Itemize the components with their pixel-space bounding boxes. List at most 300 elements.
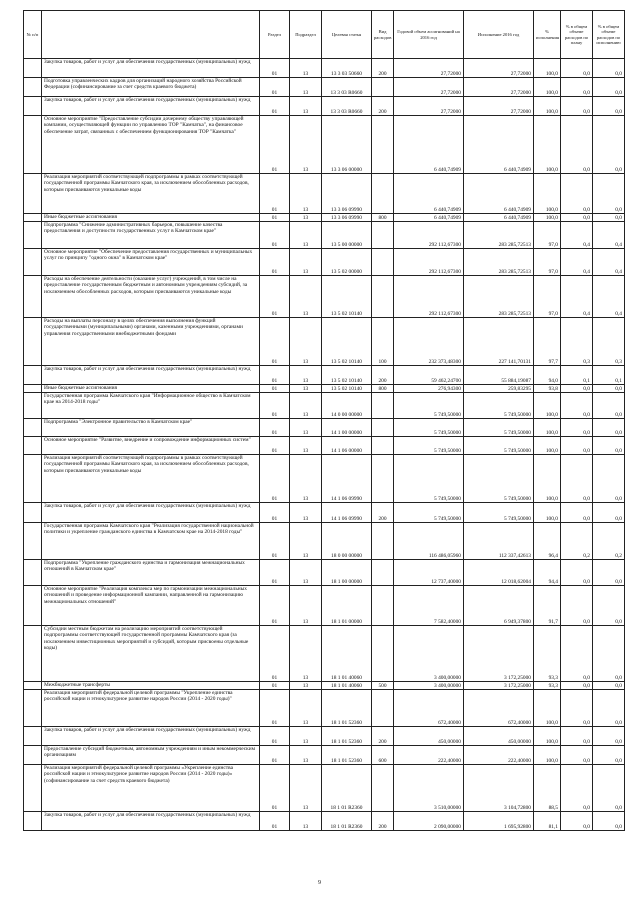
cell-pct: 88,5 xyxy=(534,765,561,812)
cell-vid xyxy=(372,419,394,437)
cell-vid: 800 xyxy=(372,385,394,393)
cell-share-plan: 0,0 xyxy=(561,626,593,682)
cell-num xyxy=(24,276,42,318)
cell-share-fact: 0,0 xyxy=(593,437,625,455)
cell-share-fact: 0,4 xyxy=(593,249,625,276)
cell-name: Закупка товаров, работ и услуг для обеспечения государственных (муниципальных) нужд xyxy=(42,59,260,78)
cell-share-fact: 0,4 xyxy=(593,276,625,318)
header-podrazdel: Подраздел xyxy=(290,11,322,59)
cell-vid: 100 xyxy=(372,318,394,366)
cell-num xyxy=(24,437,42,455)
table-body xyxy=(24,59,625,831)
cell-plan: 6 440,74909 xyxy=(394,214,464,222)
cell-share-fact: 0,0 xyxy=(593,455,625,503)
cell-vid xyxy=(372,455,394,503)
cell-podrazdel: 13 xyxy=(290,455,322,503)
cell-podrazdel: 13 xyxy=(290,586,322,626)
cell-vid: 600 xyxy=(372,746,394,765)
cell-fact: 55 884,19087 xyxy=(464,366,534,385)
cell-pct: 93,3 xyxy=(534,682,561,690)
cell-plan: 116 486,05960 xyxy=(394,523,464,560)
cell-razdel: 01 xyxy=(260,78,290,97)
cell-num xyxy=(24,682,42,690)
cell-podrazdel: 13 xyxy=(290,59,322,78)
cell-plan: 6 440,74909 xyxy=(394,174,464,214)
cell-name: Реализация мероприятий федеральной целевой программы «Укрепление единства российской нации и этнокультурное развитие народов России (2014 - 2020 годы)» (софинансирование за счет средств краевого бюджета) xyxy=(42,765,260,812)
cell-podrazdel: 13 xyxy=(290,214,322,222)
cell-pct: 100,0 xyxy=(534,174,561,214)
cell-vid: 200 xyxy=(372,812,394,831)
header-vid: Вид расходов xyxy=(372,11,394,59)
cell-share-fact: 0,1 xyxy=(593,366,625,385)
cell-plan: 59 462,24700 xyxy=(394,366,464,385)
cell-vid: 200 xyxy=(372,727,394,746)
cell-name: Расходы на выплаты персоналу в целях обеспечения выполнения функций государственными (муниципальными) органами, казенными учреждениями, органами управления государственными внебюджетными фондами xyxy=(42,318,260,366)
table-row xyxy=(24,318,625,366)
cell-podrazdel: 13 xyxy=(290,419,322,437)
cell-fact: 27,72000 xyxy=(464,97,534,116)
cell-vid: 200 xyxy=(372,97,394,116)
table-header-row xyxy=(24,11,625,59)
cell-share-plan: 0,0 xyxy=(561,385,593,393)
cell-podrazdel: 13 xyxy=(290,366,322,385)
cell-name: Предоставление субсидий бюджетным, автономным учреждениям и иным некоммерческим организациям xyxy=(42,746,260,765)
cell-name: Реализация мероприятий соответствующей подпрограммы в рамках соответствующей государственной программы Камчатского края, за исключением обособленных расходов, которым присваиваются уникальные коды xyxy=(42,455,260,503)
cell-razdel: 01 xyxy=(260,97,290,116)
cell-num xyxy=(24,455,42,503)
cell-vid xyxy=(372,765,394,812)
cell-name: Государственная программа Камчатского края "Реализация государственной национальной политики и укрепление гражданского единства в Камчатском крае на 2014-2018 годы" xyxy=(42,523,260,560)
cell-share-plan: 0,0 xyxy=(561,214,593,222)
cell-razdel: 01 xyxy=(260,116,290,174)
cell-plan: 5 749,50000 xyxy=(394,455,464,503)
cell-name: Реализация мероприятий соответствующей подпрограммы в рамках соответствующей государственной программы Камчатского края, за исключением обособленных расходов, которым присваиваются уникальные коды xyxy=(42,174,260,214)
table-row xyxy=(24,682,625,690)
cell-podrazdel: 13 xyxy=(290,812,322,831)
cell-fact: 3 172,25000 xyxy=(464,626,534,682)
cell-fact: 259,83295 xyxy=(464,385,534,393)
cell-podrazdel: 13 xyxy=(290,560,322,586)
cell-name: Государственная программа Камчатского края "Информационное общество в Камчатском крае на 2014-2018 годы" xyxy=(42,393,260,419)
cell-num xyxy=(24,393,42,419)
cell-plan: 3 400,00000 xyxy=(394,682,464,690)
cell-plan: 2 090,00000 xyxy=(394,812,464,831)
cell-plan: 276,94300 xyxy=(394,385,464,393)
cell-podrazdel: 13 xyxy=(290,318,322,366)
header-share-fact: % в общем объеме расходов по исполнению xyxy=(593,11,625,59)
cell-pct: 94,4 xyxy=(534,560,561,586)
cell-article: 13 3 03 R0660 xyxy=(322,97,372,116)
cell-razdel: 01 xyxy=(260,746,290,765)
cell-razdel: 01 xyxy=(260,690,290,727)
cell-share-fact: 0,0 xyxy=(593,560,625,586)
cell-fact: 1 695,92800 xyxy=(464,812,534,831)
cell-razdel: 01 xyxy=(260,59,290,78)
table-row xyxy=(24,222,625,249)
cell-razdel: 01 xyxy=(260,523,290,560)
cell-share-plan: 0,2 xyxy=(561,523,593,560)
header-fact: Исполнение 2016 год xyxy=(464,11,534,59)
cell-razdel: 01 xyxy=(260,222,290,249)
cell-vid xyxy=(372,560,394,586)
header-num: № п/п xyxy=(24,11,42,59)
cell-share-plan: 0,3 xyxy=(561,318,593,366)
cell-name: Закупка товаров, работ и услуг для обеспечения государственных (муниципальных) нужд xyxy=(42,727,260,746)
cell-vid: 200 xyxy=(372,366,394,385)
cell-name: Подпрограмма "Укрепление гражданского единства и гармонизация межнациональных отношений в Камчатском крае" xyxy=(42,560,260,586)
cell-razdel: 01 xyxy=(260,682,290,690)
cell-name: Основное мероприятие "Обеспечение предоставления государственных и муниципальных услуг по принципу "одного окна" в Камчатском крае" xyxy=(42,249,260,276)
table-row xyxy=(24,812,625,831)
table-row xyxy=(24,249,625,276)
cell-name: Закупка товаров, работ и услуг для обеспечения государственных (муниципальных) нужд xyxy=(42,366,260,385)
cell-vid xyxy=(372,222,394,249)
cell-pct: 100,0 xyxy=(534,59,561,78)
cell-podrazdel: 13 xyxy=(290,690,322,727)
cell-razdel: 01 xyxy=(260,455,290,503)
cell-share-plan: 0,0 xyxy=(561,746,593,765)
header-name xyxy=(42,11,260,59)
cell-podrazdel: 13 xyxy=(290,765,322,812)
cell-share-fact: 0,0 xyxy=(593,586,625,626)
cell-article: 18 1 01 40060 xyxy=(322,682,372,690)
cell-plan: 232 373,48300 xyxy=(394,318,464,366)
cell-plan: 3 510,00000 xyxy=(394,765,464,812)
cell-article: 18 1 01 R2360 xyxy=(322,812,372,831)
cell-share-fact: 0,0 xyxy=(593,78,625,97)
cell-plan: 3 400,00000 xyxy=(394,626,464,682)
cell-share-plan: 0,0 xyxy=(561,765,593,812)
cell-article: 13 3 03 50660 xyxy=(322,59,372,78)
cell-podrazdel: 13 xyxy=(290,276,322,318)
cell-num xyxy=(24,560,42,586)
cell-pct: 100,0 xyxy=(534,116,561,174)
cell-fact: 112 337,42613 xyxy=(464,523,534,560)
cell-name: Межбюджетные трансферты xyxy=(42,682,260,690)
cell-plan: 672,40000 xyxy=(394,690,464,727)
cell-share-plan: 0,0 xyxy=(561,812,593,831)
table-row xyxy=(24,366,625,385)
cell-vid: 800 xyxy=(372,214,394,222)
cell-podrazdel: 13 xyxy=(290,727,322,746)
cell-num xyxy=(24,59,42,78)
cell-vid xyxy=(372,393,394,419)
cell-vid: 200 xyxy=(372,503,394,523)
cell-pct: 93,3 xyxy=(534,626,561,682)
cell-fact: 6 949,37800 xyxy=(464,586,534,626)
cell-plan: 7 582,40000 xyxy=(394,586,464,626)
cell-fact: 5 749,50000 xyxy=(464,419,534,437)
table-row xyxy=(24,503,625,523)
header-razdel: Раздел xyxy=(260,11,290,59)
cell-pct: 100,0 xyxy=(534,214,561,222)
cell-vid xyxy=(372,78,394,97)
cell-vid xyxy=(372,276,394,318)
cell-name: Основное мероприятие "Предоставление субсидии дочернему обществу управляющей компании, осуществляющей функции по управлению ТОР "Камчатка", на финансовое обеспечение затрат, связанных с обеспечением функционирования ТОР "Камчатка" xyxy=(42,116,260,174)
cell-razdel: 01 xyxy=(260,765,290,812)
table-row xyxy=(24,455,625,503)
header-article: Целевая статья xyxy=(322,11,372,59)
cell-num xyxy=(24,174,42,214)
cell-article: 14 1 06 00000 xyxy=(322,437,372,455)
cell-podrazdel: 13 xyxy=(290,116,322,174)
cell-num xyxy=(24,503,42,523)
cell-podrazdel: 13 xyxy=(290,523,322,560)
cell-name: Подготовка управленческих кадров для организаций народного хозяйства Российской Федерации (софинансирование за счет средств краевого бюджета) xyxy=(42,78,260,97)
cell-share-fact: 0,0 xyxy=(593,812,625,831)
cell-razdel: 01 xyxy=(260,214,290,222)
cell-plan: 450,00000 xyxy=(394,727,464,746)
cell-podrazdel: 13 xyxy=(290,746,322,765)
cell-fact: 3 172,25000 xyxy=(464,682,534,690)
cell-name: Иные бюджетные ассигнования xyxy=(42,214,260,222)
cell-share-plan: 0,0 xyxy=(561,393,593,419)
cell-vid xyxy=(372,523,394,560)
cell-podrazdel: 13 xyxy=(290,503,322,523)
table-row xyxy=(24,690,625,727)
cell-share-fact: 0,0 xyxy=(593,727,625,746)
cell-pct: 81,1 xyxy=(534,812,561,831)
cell-share-plan: 0,0 xyxy=(561,174,593,214)
cell-vid xyxy=(372,116,394,174)
cell-fact: 5 749,50000 xyxy=(464,437,534,455)
cell-fact: 12 018,62004 xyxy=(464,560,534,586)
cell-razdel: 01 xyxy=(260,560,290,586)
cell-share-fact: 0,0 xyxy=(593,393,625,419)
cell-pct: 100,0 xyxy=(534,455,561,503)
table-row xyxy=(24,523,625,560)
cell-name: Основное мероприятие "Развитие, внедрение и сопровождение информационных систем" xyxy=(42,437,260,455)
cell-fact: 283 285,72513 xyxy=(464,249,534,276)
cell-share-plan: 0,0 xyxy=(561,503,593,523)
cell-plan: 27,72000 xyxy=(394,78,464,97)
cell-fact: 6 440,74909 xyxy=(464,174,534,214)
cell-share-plan: 0,0 xyxy=(561,116,593,174)
cell-share-plan: 0,0 xyxy=(561,419,593,437)
cell-razdel: 01 xyxy=(260,812,290,831)
budget-table-sheet xyxy=(23,10,624,831)
table-row xyxy=(24,97,625,116)
cell-razdel: 01 xyxy=(260,366,290,385)
cell-article: 13 5 02 10140 xyxy=(322,276,372,318)
cell-fact: 450,00000 xyxy=(464,727,534,746)
header-pct: % исполнения xyxy=(534,11,561,59)
cell-article: 18 1 01 52360 xyxy=(322,727,372,746)
cell-fact: 283 285,72513 xyxy=(464,276,534,318)
cell-razdel: 01 xyxy=(260,727,290,746)
cell-podrazdel: 13 xyxy=(290,437,322,455)
cell-share-fact: 0,0 xyxy=(593,746,625,765)
cell-fact: 5 749,50000 xyxy=(464,503,534,523)
cell-fact: 27,72000 xyxy=(464,78,534,97)
cell-razdel: 01 xyxy=(260,393,290,419)
cell-name: Расходы на обеспечение деятельности (оказание услуг) учреждений, в том числе на предоставление государственным бюджетным и автономным учреждениям субсидий, за исключением обособленных расходов, которым присваиваются уникальные коды xyxy=(42,276,260,318)
cell-share-plan: 0,0 xyxy=(561,727,593,746)
cell-plan: 6 440,74909 xyxy=(394,116,464,174)
cell-plan: 5 749,50000 xyxy=(394,393,464,419)
cell-article: 18 0 00 00000 xyxy=(322,523,372,560)
cell-share-fact: 0,0 xyxy=(593,214,625,222)
cell-name: Подпрограмма "Электронное правительство в Камчатском крае" xyxy=(42,419,260,437)
cell-pct: 100,0 xyxy=(534,746,561,765)
cell-razdel: 01 xyxy=(260,174,290,214)
cell-podrazdel: 13 xyxy=(290,97,322,116)
cell-num xyxy=(24,366,42,385)
cell-pct: 97,0 xyxy=(534,222,561,249)
cell-article: 13 5 02 10140 xyxy=(322,366,372,385)
cell-share-fact: 0,0 xyxy=(593,690,625,727)
cell-fact: 5 749,50000 xyxy=(464,393,534,419)
cell-fact: 222,40000 xyxy=(464,746,534,765)
cell-num xyxy=(24,746,42,765)
cell-share-fact: 0,0 xyxy=(593,174,625,214)
cell-razdel: 01 xyxy=(260,586,290,626)
cell-num xyxy=(24,419,42,437)
table-row xyxy=(24,393,625,419)
table-row xyxy=(24,437,625,455)
cell-num xyxy=(24,116,42,174)
cell-article: 13 3 03 R0660 xyxy=(322,78,372,97)
cell-plan: 292 112,67300 xyxy=(394,222,464,249)
table-row xyxy=(24,727,625,746)
cell-share-plan: 0,0 xyxy=(561,455,593,503)
cell-podrazdel: 13 xyxy=(290,222,322,249)
cell-pct: 100,0 xyxy=(534,690,561,727)
cell-article: 18 1 01 R2360 xyxy=(322,765,372,812)
cell-article: 14 0 00 00000 xyxy=(322,393,372,419)
cell-plan: 222,40000 xyxy=(394,746,464,765)
table-row xyxy=(24,746,625,765)
cell-fact: 283 285,72513 xyxy=(464,222,534,249)
table-row xyxy=(24,174,625,214)
cell-podrazdel: 13 xyxy=(290,174,322,214)
table-row xyxy=(24,560,625,586)
cell-share-fact: 0,0 xyxy=(593,97,625,116)
cell-pct: 100,0 xyxy=(534,97,561,116)
cell-article: 13 5 02 10140 xyxy=(322,318,372,366)
cell-podrazdel: 13 xyxy=(290,682,322,690)
cell-vid: 200 xyxy=(372,59,394,78)
cell-share-fact: 0,0 xyxy=(593,116,625,174)
table-row xyxy=(24,626,625,682)
cell-num xyxy=(24,690,42,727)
cell-num xyxy=(24,586,42,626)
cell-share-plan: 0,0 xyxy=(561,59,593,78)
cell-razdel: 01 xyxy=(260,385,290,393)
cell-name: Реализация мероприятий федеральной целевой программы "Укрепление единства российской нации и этнокультурное развитие народов России (2014 - 2020 годы)" xyxy=(42,690,260,727)
cell-num xyxy=(24,812,42,831)
cell-article: 13 5 02 00000 xyxy=(322,249,372,276)
cell-article: 13 3 06 09990 xyxy=(322,214,372,222)
cell-num xyxy=(24,385,42,393)
table-row xyxy=(24,116,625,174)
cell-share-plan: 0,0 xyxy=(561,560,593,586)
cell-article: 18 1 01 52360 xyxy=(322,690,372,727)
cell-share-fact: 0,0 xyxy=(593,765,625,812)
header-share-plan: % в общем объеме расходов по плану xyxy=(561,11,593,59)
cell-share-plan: 0,0 xyxy=(561,690,593,727)
cell-num xyxy=(24,318,42,366)
cell-pct: 100,0 xyxy=(534,78,561,97)
cell-plan: 5 749,50000 xyxy=(394,437,464,455)
cell-name: Подпрограмма "Снижение административных барьеров, повышение качества предоставления и доступности государственных услуг в Камчатском крае" xyxy=(42,222,260,249)
cell-plan: 5 749,50000 xyxy=(394,503,464,523)
cell-razdel: 01 xyxy=(260,276,290,318)
cell-num xyxy=(24,727,42,746)
cell-razdel: 01 xyxy=(260,249,290,276)
cell-name: Основное мероприятие "Реализация комплекса мер по гармонизации межнациональных отношений и проведение информационной кампании, направленной на гармонизацию межнациональных отношений" xyxy=(42,586,260,626)
cell-article: 13 5 00 00000 xyxy=(322,222,372,249)
cell-podrazdel: 13 xyxy=(290,393,322,419)
cell-article: 14 1 06 09990 xyxy=(322,503,372,523)
cell-vid xyxy=(372,626,394,682)
cell-share-fact: 0,0 xyxy=(593,385,625,393)
cell-name: Закупка товаров, работ и услуг для обеспечения государственных (муниципальных) нужд xyxy=(42,503,260,523)
cell-podrazdel: 13 xyxy=(290,385,322,393)
cell-pct: 97,0 xyxy=(534,276,561,318)
cell-num xyxy=(24,523,42,560)
table-row xyxy=(24,214,625,222)
cell-article: 14 1 00 00000 xyxy=(322,419,372,437)
cell-vid: 500 xyxy=(372,682,394,690)
cell-share-plan: 0,0 xyxy=(561,682,593,690)
cell-pct: 96,4 xyxy=(534,523,561,560)
cell-share-plan: 0,4 xyxy=(561,249,593,276)
cell-fact: 6 440,74909 xyxy=(464,116,534,174)
cell-article: 13 3 06 09990 xyxy=(322,174,372,214)
cell-fact: 27,72000 xyxy=(464,59,534,78)
cell-pct: 100,0 xyxy=(534,419,561,437)
cell-share-fact: 0,0 xyxy=(593,503,625,523)
cell-plan: 27,72000 xyxy=(394,59,464,78)
cell-article: 14 1 06 09990 xyxy=(322,455,372,503)
cell-vid xyxy=(372,249,394,276)
cell-pct: 100,0 xyxy=(534,727,561,746)
table-row xyxy=(24,586,625,626)
cell-share-fact: 0,4 xyxy=(593,222,625,249)
cell-article: 18 1 01 52360 xyxy=(322,746,372,765)
cell-num xyxy=(24,222,42,249)
page-number: 9 xyxy=(318,880,321,886)
cell-podrazdel: 13 xyxy=(290,78,322,97)
cell-podrazdel: 13 xyxy=(290,249,322,276)
cell-pct: 97,7 xyxy=(534,318,561,366)
cell-razdel: 01 xyxy=(260,318,290,366)
cell-plan: 12 737,40000 xyxy=(394,560,464,586)
cell-article: 13 5 02 10140 xyxy=(322,385,372,393)
cell-share-plan: 0,4 xyxy=(561,222,593,249)
cell-share-plan: 0,0 xyxy=(561,586,593,626)
cell-vid xyxy=(372,690,394,727)
cell-name: Закупка товаров, работ и услуг для обеспечения государственных (муниципальных) нужд xyxy=(42,812,260,831)
cell-share-plan: 0,1 xyxy=(561,366,593,385)
cell-plan: 5 749,50000 xyxy=(394,419,464,437)
cell-share-fact: 0,0 xyxy=(593,626,625,682)
cell-num xyxy=(24,249,42,276)
table-row xyxy=(24,59,625,78)
header-plan: Годовой объем ассигнований на 2016 год xyxy=(394,11,464,59)
cell-share-plan: 0,0 xyxy=(561,97,593,116)
cell-pct: 94,0 xyxy=(534,366,561,385)
cell-share-plan: 0,0 xyxy=(561,78,593,97)
cell-share-fact: 0,2 xyxy=(593,523,625,560)
cell-razdel: 01 xyxy=(260,437,290,455)
cell-share-fact: 0,0 xyxy=(593,59,625,78)
cell-num xyxy=(24,765,42,812)
cell-plan: 292 112,67300 xyxy=(394,249,464,276)
cell-pct: 100,0 xyxy=(534,437,561,455)
cell-razdel: 01 xyxy=(260,626,290,682)
